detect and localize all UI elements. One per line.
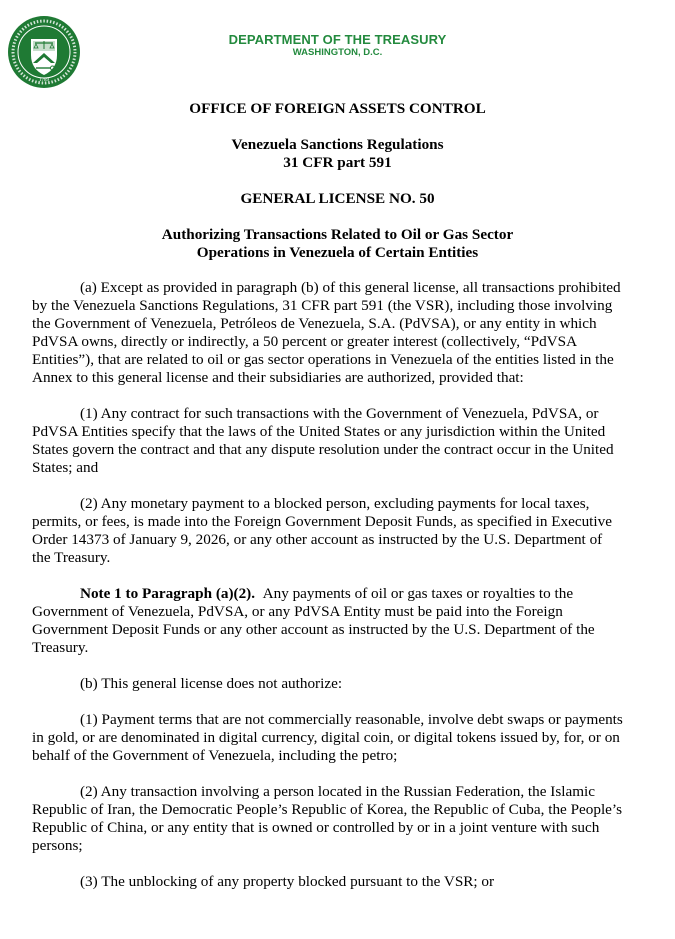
paragraph-line: persons; (32, 837, 83, 854)
paragraph-line (32, 585, 644, 603)
regulation-name: Venezuela Sanctions Regulations (231, 136, 444, 153)
note-text: Any payments of oil or gas taxes or royalties to the (262, 585, 574, 602)
note-label: Note 1 to Paragraph (a)(2). (80, 585, 256, 602)
paragraph-b1 (32, 711, 644, 765)
paragraph-b3 (32, 873, 644, 891)
subject-line-1: Authorizing Transactions Related to Oil or Gas Sector (161, 226, 514, 243)
paragraph-line: (a) Except as provided in paragraph (b) of this general license, all transactions prohibited (80, 279, 621, 296)
paragraph-a2 (32, 495, 644, 567)
paragraph-a1 (32, 405, 644, 477)
paragraph-line: (2) Any transaction involving a person located in the Russian Federation, the Islamic (80, 783, 595, 800)
license-title: GENERAL LICENSE NO. 50 (240, 190, 435, 207)
paragraph-line: behalf of the Government of Venezuela, including the petro; (32, 747, 398, 764)
paragraph-line: Government Deposit Funds or any other account as instructed by the U.S. Department of the (32, 621, 595, 638)
office-heading: OFFICE OF FOREIGN ASSETS CONTROL (189, 100, 486, 117)
paragraph-line: permits, or fees, is made into the Foreign Government Deposit Funds, as specified in Executive (32, 513, 612, 530)
paragraph-line: Republic of Iran, the Democratic People’s Republic of Korea, the Republic of Cuba, the People’s (32, 801, 623, 818)
paragraph-a (32, 279, 644, 387)
paragraph-line: Government of Venezuela, PdVSA, or any PdVSA Entity must be paid into the Foreign (32, 603, 563, 620)
paragraph-line: (2) Any monetary payment to a blocked person, excluding payments for local taxes, (80, 495, 590, 512)
paragraph-b2 (32, 783, 644, 855)
paragraph-line: Treasury. (32, 639, 89, 656)
note-1 (32, 585, 644, 657)
paragraph-line: the Treasury. (32, 549, 111, 566)
svg-text:1789: 1789 (39, 78, 49, 83)
regulation-cite: 31 CFR part 591 (283, 154, 392, 171)
paragraph-line: Entities”), that are related to oil or gas sector operations in Venezuela of the entities listed in the (32, 351, 614, 368)
paragraph-line: PdVSA Entities specify that the laws of the United States or any jurisdiction within the United (32, 423, 606, 440)
subject-line-2: Operations in Venezuela of Certain Entities (196, 244, 479, 261)
paragraph-line: States govern the contract and that any dispute resolution under the contract occur in the United (32, 441, 614, 458)
paragraph-line: Order 14373 of January 9, 2026, or any other account as instructed by the U.S. Department of (32, 531, 603, 548)
paragraph-line: Annex to this general license and their subsidiaries are authorized, provided that: (32, 369, 524, 386)
paragraph-line: States; and (32, 459, 99, 476)
letterhead-department: DEPARTMENT OF THE TREASURY (228, 32, 447, 47)
paragraph-line: by the Venezuela Sanctions Regulations, 31 CFR part 591 (the VSR), including those involving (32, 297, 613, 314)
paragraph-b (32, 675, 644, 693)
paragraph-line: the Government of Venezuela, Petróleos de Venezuela, S.A. (PdVSA), or any entity in which (32, 315, 597, 332)
paragraph-line: (1) Payment terms that are not commercially reasonable, involve debt swaps or payments (80, 711, 623, 728)
letterhead-location: WASHINGTON, D.C. (292, 47, 383, 58)
paragraph-line: (1) Any contract for such transactions with the Government of Venezuela, PdVSA, or (80, 405, 599, 422)
paragraph-line: (3) The unblocking of any property blocked pursuant to the VSR; or (80, 873, 495, 890)
paragraph-line: PdVSA owns, directly or indirectly, a 50 percent or greater interest (collectively, “PdVSA (32, 333, 578, 350)
paragraph-line: Republic of China, or any entity that is owned or controlled by or in a joint venture with such (32, 819, 600, 836)
paragraph-line: in gold, or are denominated in digital currency, digital coin, or digital tokens issued by, for, or on (32, 729, 620, 746)
paragraph-line: (b) This general license does not authorize: (80, 675, 343, 692)
